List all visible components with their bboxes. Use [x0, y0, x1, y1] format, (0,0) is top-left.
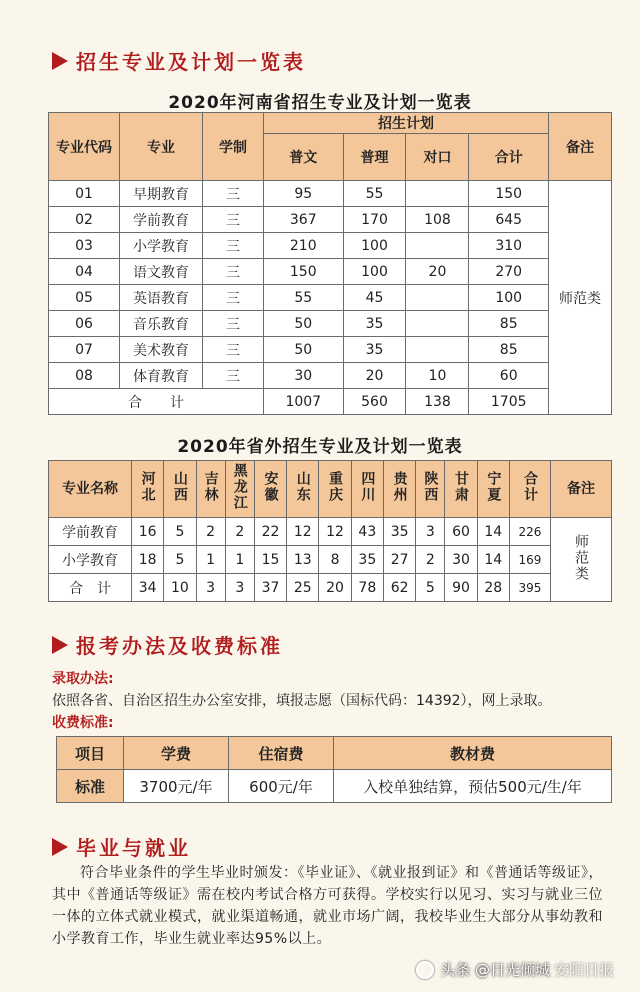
cell-value: 28: [477, 574, 509, 602]
cell-duration: 三: [203, 259, 264, 285]
cell-value: 34: [132, 574, 164, 602]
table-row: [49, 363, 612, 389]
header-pw: 普文: [264, 134, 344, 181]
cell-value: 35: [383, 518, 415, 546]
section-heading-employment: [52, 832, 191, 861]
cell-code: 03: [49, 233, 120, 259]
cell-total: 85: [469, 311, 549, 337]
watermark-logo-icon: [416, 961, 434, 979]
cell-dk: [406, 233, 469, 259]
table-row-sum: [49, 574, 612, 602]
cell-total: 169: [509, 546, 550, 574]
header-province: 河北: [132, 461, 164, 518]
cell-value: 78: [351, 574, 383, 602]
cell-value: 18: [132, 546, 164, 574]
cell-total: 226: [509, 518, 550, 546]
henan-table-title: 2020年河南省招生专业及计划一览表: [168, 93, 472, 113]
header-code: 专业代码: [49, 113, 120, 181]
table-row: [49, 285, 612, 311]
table-row: [57, 770, 612, 803]
table-row: [49, 546, 612, 574]
cell-value: 3: [225, 574, 254, 602]
triangle-icon: [52, 838, 68, 856]
cell-duration: 三: [203, 311, 264, 337]
table-row: [49, 181, 612, 207]
cell-books: 入校单独结算，预估500元/生/年: [334, 770, 612, 803]
cell-value: 43: [351, 518, 383, 546]
cell-value: 14: [477, 546, 509, 574]
watermark-overlay-text: 安阳日报: [553, 961, 614, 979]
cell-major: 学前教育: [120, 207, 203, 233]
cell-value: 14: [477, 518, 509, 546]
cell-value: 25: [287, 574, 319, 602]
cell-total: 395: [509, 574, 550, 602]
cell-total: 100: [469, 285, 549, 311]
cell-code: 07: [49, 337, 120, 363]
header-total: 合计: [469, 134, 549, 181]
triangle-icon: [52, 52, 68, 70]
header-major-name: 专业名称: [49, 461, 132, 518]
cell-total: 150: [469, 181, 549, 207]
header-province: 陕西: [416, 461, 445, 518]
table-row: [49, 207, 612, 233]
cell-note: 师范类: [551, 518, 612, 602]
cell-total: 310: [469, 233, 549, 259]
header-province: 安徽: [254, 461, 286, 518]
cell-dk: [406, 181, 469, 207]
cell-lodging: 600元/年: [229, 770, 334, 803]
cell-pl: 100: [343, 259, 406, 285]
table-row-sum: [49, 389, 612, 415]
cell-tuition: 3700元/年: [124, 770, 229, 803]
header-province: 四川: [351, 461, 383, 518]
cell-dk: 10: [406, 363, 469, 389]
cell-pl: 45: [343, 285, 406, 311]
section-heading-application: [52, 630, 283, 659]
header-lodging: 住宿费: [229, 737, 334, 770]
header-total: 合计: [509, 461, 550, 518]
cell-dk: [406, 337, 469, 363]
cell-duration: 三: [203, 233, 264, 259]
cell-duration: 三: [203, 181, 264, 207]
table-row: [49, 311, 612, 337]
cell-value: 5: [164, 546, 196, 574]
header-dk: 对口: [406, 134, 469, 181]
cell-value: 5: [164, 518, 196, 546]
cell-pl: 560: [343, 389, 406, 415]
header-note: 备注: [549, 113, 612, 181]
cell-major: 音乐教育: [120, 311, 203, 337]
cell-value: 2: [225, 518, 254, 546]
cell-code: 04: [49, 259, 120, 285]
header-books: 教材费: [334, 737, 612, 770]
cell-value: 12: [287, 518, 319, 546]
cell-major: 小学教育: [120, 233, 203, 259]
cell-duration: 三: [203, 363, 264, 389]
cell-item: 标准: [57, 770, 124, 803]
cell-pl: 35: [343, 337, 406, 363]
admission-text: 依照各省、自治区招生办公室安排，填报志愿（国标代码：14392），网上录取。: [52, 693, 552, 709]
cell-code: 02: [49, 207, 120, 233]
cell-duration: 三: [203, 337, 264, 363]
cell-dk: 138: [406, 389, 469, 415]
table-row: [49, 518, 612, 546]
cell-duration: 三: [203, 285, 264, 311]
cell-value: 22: [254, 518, 286, 546]
cell-major: 体育教育: [120, 363, 203, 389]
cell-value: 1: [225, 546, 254, 574]
cell-sum-label: 合 计: [49, 389, 264, 415]
cell-total: 1705: [469, 389, 549, 415]
watermark-text: 头条 @日光倾城: [440, 961, 550, 979]
cell-value: 37: [254, 574, 286, 602]
header-province: 重庆: [319, 461, 351, 518]
cell-major: 美术教育: [120, 337, 203, 363]
cell-total: 85: [469, 337, 549, 363]
cell-value: 13: [287, 546, 319, 574]
cell-pw: 210: [264, 233, 344, 259]
cell-value: 27: [383, 546, 415, 574]
cell-code: 01: [49, 181, 120, 207]
header-province: 甘肃: [445, 461, 477, 518]
cell-major: 早期教育: [120, 181, 203, 207]
cell-dk: 108: [406, 207, 469, 233]
outside-table-title: 2020年省外招生专业及计划一览表: [177, 437, 463, 457]
cell-pl: 100: [343, 233, 406, 259]
cell-value: 8: [319, 546, 351, 574]
cell-code: 06: [49, 311, 120, 337]
cell-duration: 三: [203, 207, 264, 233]
cell-major-name: 小学教育: [49, 546, 132, 574]
header-major: 专业: [120, 113, 203, 181]
cell-value: 2: [196, 518, 225, 546]
cell-value: 90: [445, 574, 477, 602]
cell-dk: [406, 285, 469, 311]
cell-major: 语文教育: [120, 259, 203, 285]
cell-value: 12: [319, 518, 351, 546]
header-province: 山东: [287, 461, 319, 518]
table-row: [49, 259, 612, 285]
cell-value: 3: [196, 574, 225, 602]
cell-pw: 55: [264, 285, 344, 311]
cell-major-name: 学前教育: [49, 518, 132, 546]
cell-value: 1: [196, 546, 225, 574]
cell-pl: 35: [343, 311, 406, 337]
cell-value: 60: [445, 518, 477, 546]
cell-total: 60: [469, 363, 549, 389]
header-note: 备注: [551, 461, 612, 518]
outside-plan-table: [48, 460, 612, 602]
cell-pw: 367: [264, 207, 344, 233]
table-row: [49, 233, 612, 259]
cell-pl: 55: [343, 181, 406, 207]
cell-pw: 50: [264, 311, 344, 337]
cell-value: 30: [445, 546, 477, 574]
header-item: 项目: [57, 737, 124, 770]
cell-code: 05: [49, 285, 120, 311]
section-heading-enrollment: [52, 46, 306, 75]
cell-total: 270: [469, 259, 549, 285]
header-pl: 普理: [343, 134, 406, 181]
admission-label: 录取办法:: [52, 671, 114, 687]
cell-dk: 20: [406, 259, 469, 285]
section-title: 招生专业及计划一览表: [76, 50, 306, 74]
cell-value: 20: [319, 574, 351, 602]
cell-pl: 170: [343, 207, 406, 233]
employment-paragraph: 符合毕业条件的学生毕业时颁发：《毕业证》、《就业报到证》和《普通话等级证》，其中《普通话等级证》需在校内考试合格方可获得。学校实行以见习、实习与就业三位一体的立体式就业模式，就业渠道畅通，就业市场广阔，我校毕业生大部分从事幼教和小学教育工作，毕业生就业率达95%以上。: [52, 865, 603, 947]
cell-value: 62: [383, 574, 415, 602]
cell-value: 3: [416, 518, 445, 546]
cell-total: 645: [469, 207, 549, 233]
cell-major: 英语教育: [120, 285, 203, 311]
header-province: 黑龙江: [225, 461, 254, 518]
cell-pw: 1007: [264, 389, 344, 415]
cell-value: 2: [416, 546, 445, 574]
cell-code: 08: [49, 363, 120, 389]
cell-value: 10: [164, 574, 196, 602]
cell-note: 师范类: [549, 181, 612, 415]
cell-pw: 150: [264, 259, 344, 285]
cell-value: 5: [416, 574, 445, 602]
cell-pl: 20: [343, 363, 406, 389]
watermark: [416, 959, 614, 980]
header-plan: 招生计划: [264, 113, 549, 134]
table-row: [49, 337, 612, 363]
header-province: 贵州: [383, 461, 415, 518]
header-tuition: 学费: [124, 737, 229, 770]
cell-pw: 95: [264, 181, 344, 207]
section-title: 毕业与就业: [76, 836, 191, 860]
cell-pw: 50: [264, 337, 344, 363]
cell-value: 35: [351, 546, 383, 574]
fees-label: 收费标准:: [52, 715, 114, 731]
cell-value: 16: [132, 518, 164, 546]
section-title: 报考办法及收费标准: [76, 634, 283, 658]
header-province: 吉林: [196, 461, 225, 518]
fees-table: [56, 736, 612, 803]
triangle-icon: [52, 636, 68, 654]
header-province: 宁夏: [477, 461, 509, 518]
cell-dk: [406, 311, 469, 337]
cell-value: 15: [254, 546, 286, 574]
header-province: 山西: [164, 461, 196, 518]
cell-pw: 30: [264, 363, 344, 389]
header-duration: 学制: [203, 113, 264, 181]
cell-sum-label: 合 计: [49, 574, 132, 602]
henan-plan-table: [48, 112, 612, 415]
